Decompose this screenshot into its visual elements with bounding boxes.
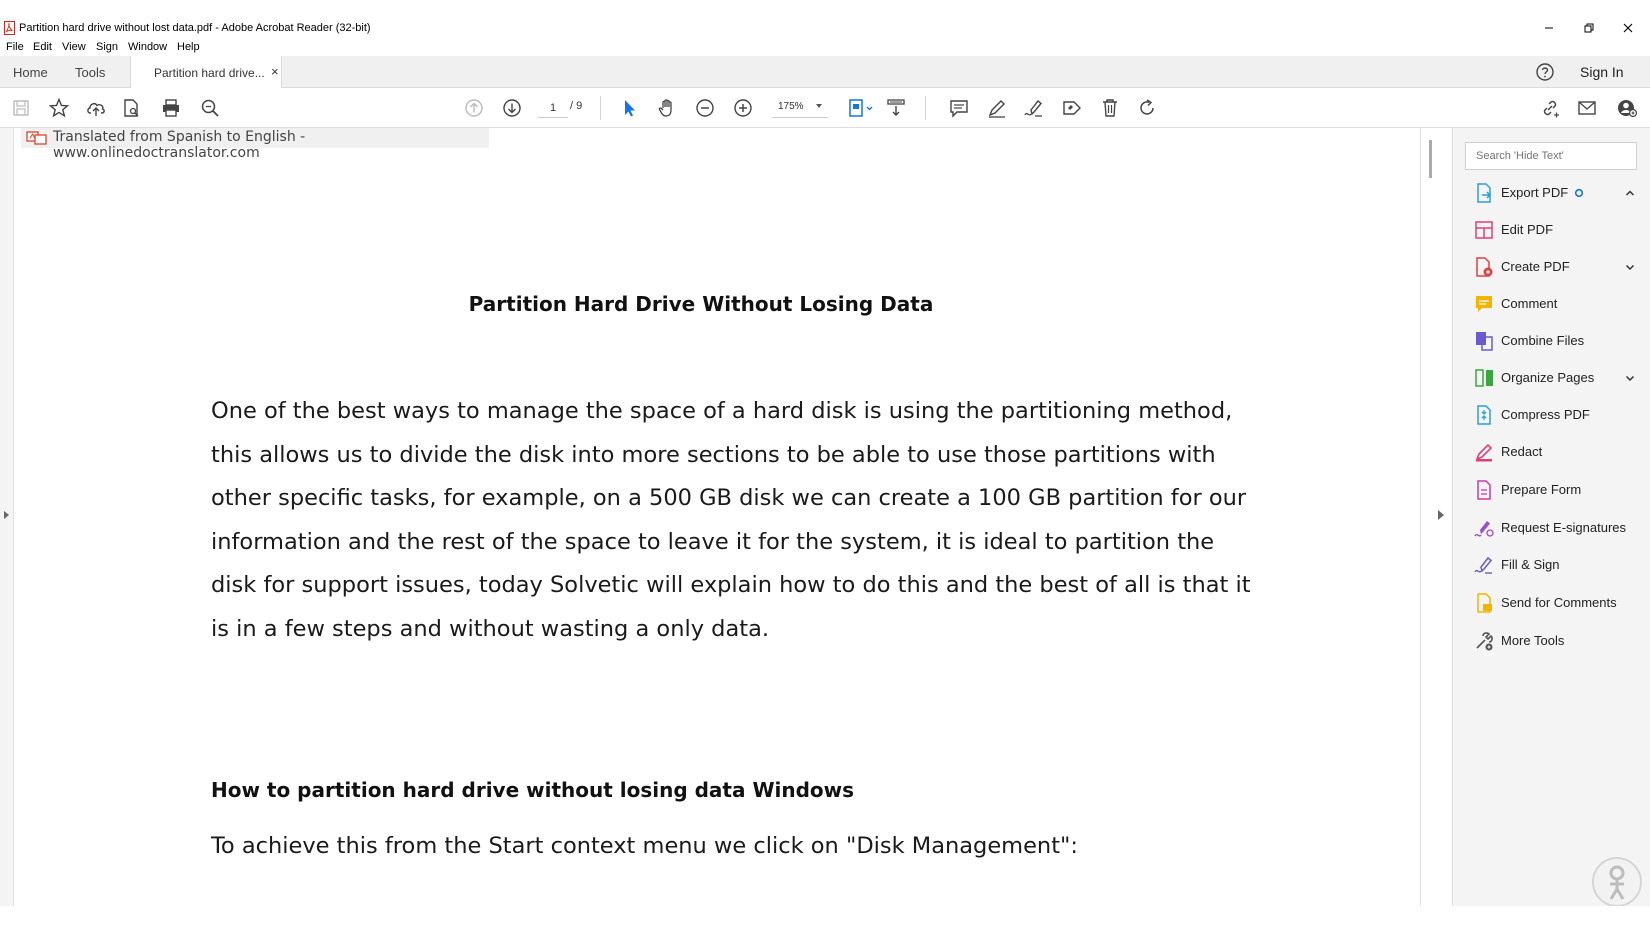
tool-item-label: Fill & Sign [1501, 557, 1560, 572]
tool-item-more-tools[interactable] [1473, 628, 1643, 654]
tool-item-label: Combine Files [1501, 333, 1585, 348]
tool-item-combine-files[interactable] [1473, 328, 1643, 354]
cursor-arrow-icon [618, 97, 640, 119]
translate-icon [26, 130, 48, 146]
tool-item-label: Export PDF [1501, 185, 1569, 200]
upload-cloud-button[interactable] [84, 96, 108, 120]
toolbar-divider [925, 96, 926, 120]
edit-pdf-icon [1473, 219, 1495, 241]
tools-pane-collapse-icon[interactable] [1438, 510, 1444, 520]
tool-item-organize-pages[interactable] [1473, 365, 1643, 391]
save-icon [10, 97, 32, 119]
comment-button[interactable] [947, 96, 971, 120]
tool-item-create-pdf[interactable] [1473, 254, 1643, 280]
solvetic-logo [1590, 855, 1644, 909]
tool-item-compress-pdf[interactable] [1473, 402, 1643, 428]
sign-button[interactable] [1022, 96, 1046, 120]
chevron-down-icon[interactable] [1625, 262, 1635, 272]
tool-item-export-pdf[interactable] [1473, 180, 1643, 206]
menu-bar [0, 38, 1650, 56]
scroll-mode-icon [885, 97, 907, 119]
file-properties-button[interactable] [119, 96, 143, 120]
arrow-down-circle-icon [501, 97, 523, 119]
tools-search-input[interactable] [1465, 142, 1637, 170]
minimize-button[interactable] [1537, 18, 1561, 38]
tool-item-label: Create PDF [1501, 259, 1570, 274]
rotate-button[interactable] [1135, 96, 1159, 120]
tool-item-prepare-form[interactable] [1473, 477, 1643, 503]
envelope-icon [1576, 97, 1598, 119]
status-area [0, 906, 1650, 926]
zoom-search-icon [199, 97, 221, 119]
page-number-input[interactable] [538, 98, 568, 118]
tab-document[interactable] [130, 56, 282, 88]
tool-item-label: Redact [1501, 444, 1543, 459]
combine-files-icon [1473, 330, 1495, 352]
toolbar [0, 88, 1650, 128]
page-total: / 9 [570, 100, 583, 112]
send-for-comments-icon [1473, 592, 1495, 614]
stamp-button[interactable] [1060, 96, 1084, 120]
prepare-form-icon [1473, 479, 1495, 501]
trash-icon [1099, 97, 1121, 119]
organize-pages-icon [1473, 367, 1495, 389]
signature-pen-icon [1023, 97, 1045, 119]
tool-item-send-for-comments[interactable] [1473, 590, 1643, 616]
chevron-right-icon [4, 511, 9, 519]
zoom-in-button[interactable] [731, 96, 755, 120]
tool-item-label: Comment [1501, 296, 1558, 311]
help-icon[interactable] [1535, 62, 1555, 82]
page-display-button[interactable] [845, 96, 879, 120]
toolbar-divider [600, 96, 601, 120]
close-tab-icon[interactable]: × [271, 64, 279, 79]
acrobat-app-icon [4, 21, 15, 35]
tool-item-request-e-signatures[interactable] [1473, 515, 1643, 541]
zoom-level-dropdown[interactable] [772, 98, 828, 118]
star-icon [48, 97, 70, 119]
print-icon [160, 97, 182, 119]
menu-edit[interactable]: Edit [33, 41, 52, 53]
tool-item-label: Compress PDF [1501, 407, 1590, 422]
print-button[interactable] [159, 96, 183, 120]
tool-item-label: Request E-signatures [1501, 520, 1627, 535]
email-button[interactable] [1575, 96, 1599, 120]
document-paragraph: One of the best ways to manage the space of a hard disk is using the partitioning method, this allows us to divide the disk into more sections to be able to use those partitions with other specific tasks, for example, on a 500 GB disk we can create a 100 GB partition for our information and the rest of the space to leave it for the system, it is ideal to partition the disk for support issues, today Solvetic will explain how to do this and the best of all is that it is in a few steps and without wasting a only data. [211, 398, 1251, 642]
comment-icon [1473, 293, 1495, 315]
next-page-button[interactable] [500, 96, 524, 120]
stamp-tag-icon [1061, 97, 1083, 119]
find-button[interactable] [198, 96, 222, 120]
title-bar [0, 0, 1650, 38]
pdf-page [15, 128, 1420, 906]
restore-icon [1584, 23, 1594, 33]
compress-pdf-icon [1473, 404, 1495, 426]
close-button[interactable] [1616, 18, 1640, 38]
save-button[interactable] [9, 96, 33, 120]
tool-item-comment[interactable] [1473, 291, 1643, 317]
scrollbar-thumb[interactable] [1429, 140, 1432, 178]
translation-banner-text: Translated from Spanish to English - www.onlinedoctranslator.com [53, 129, 306, 161]
new-badge-icon [1574, 188, 1584, 198]
tool-item-label: Edit PDF [1501, 222, 1554, 237]
window-title: Partition hard drive without lost data.pdf - Adobe Acrobat Reader (32-bit) [19, 22, 371, 34]
chevron-down-icon [816, 104, 822, 108]
menu-sign[interactable]: Sign [96, 41, 119, 53]
share-link-button[interactable] [1538, 96, 1562, 120]
tab-tools[interactable]: Tools [75, 65, 106, 80]
user-add-icon [1616, 97, 1638, 119]
close-icon [1623, 23, 1633, 33]
previous-page-button[interactable] [462, 96, 486, 120]
hand-tool-button[interactable] [655, 96, 679, 120]
pen-icon [986, 97, 1008, 119]
rotate-icon [1136, 97, 1158, 119]
redact-icon [1473, 441, 1495, 463]
sign-in-button[interactable]: Sign In [1580, 64, 1624, 80]
request-esignatures-icon [1473, 517, 1495, 539]
arrow-up-circle-icon [463, 97, 485, 119]
tools-pane [1452, 128, 1650, 906]
minus-circle-icon [694, 97, 716, 119]
tool-item-fill-and-sign[interactable] [1473, 552, 1643, 578]
document-title: Partition Hard Drive Without Losing Data [468, 292, 934, 316]
translation-banner [21, 128, 489, 161]
menu-view[interactable]: View [62, 41, 86, 53]
fill-sign-icon [1473, 554, 1495, 576]
vertical-scrollbar[interactable] [1420, 128, 1452, 906]
menu-file[interactable]: File [6, 41, 24, 53]
document-tab-label: Partition hard drive... [154, 66, 265, 80]
tool-item-label: Send for Comments [1501, 595, 1617, 610]
tool-item-edit-pdf[interactable] [1473, 217, 1643, 243]
tool-item-label: More Tools [1501, 633, 1565, 648]
plus-circle-icon [732, 97, 754, 119]
restore-button[interactable] [1577, 18, 1601, 38]
select-tool-button[interactable] [617, 96, 641, 120]
page-layout-icon [847, 97, 877, 119]
chevron-up-icon[interactable] [1625, 188, 1635, 198]
read-mode-button[interactable] [884, 96, 908, 120]
menu-help[interactable]: Help [177, 41, 200, 53]
highlight-button[interactable] [985, 96, 1009, 120]
minimize-icon [1544, 23, 1554, 33]
more-tools-icon [1473, 630, 1495, 652]
account-button[interactable] [1615, 96, 1639, 120]
navigation-pane-toggle[interactable] [0, 128, 14, 906]
link-share-icon [1539, 97, 1561, 119]
zoom-out-button[interactable] [693, 96, 717, 120]
document-text-line: To achieve this from the Start context menu we click on "Disk Management": [211, 833, 1078, 859]
bookmark-button[interactable] [47, 96, 71, 120]
cloud-upload-icon [85, 97, 107, 119]
chevron-down-icon[interactable] [1625, 373, 1635, 383]
document-heading: How to partition hard drive without losing data Windows [211, 778, 855, 802]
comment-bubble-icon [948, 97, 970, 119]
tool-item-label: Prepare Form [1501, 482, 1582, 497]
create-pdf-icon [1473, 256, 1495, 278]
tool-item-label: Organize Pages [1501, 370, 1595, 385]
delete-button[interactable] [1098, 96, 1122, 120]
menu-window[interactable]: Window [128, 41, 168, 53]
document-search-icon [120, 97, 142, 119]
document-view[interactable] [0, 128, 1420, 906]
tab-bar [0, 56, 1650, 88]
tab-home[interactable]: Home [13, 65, 48, 80]
hand-icon [656, 97, 678, 119]
tool-item-redact[interactable] [1473, 439, 1643, 465]
export-pdf-icon [1473, 182, 1495, 204]
zoom-level-value: 175% [778, 101, 804, 112]
